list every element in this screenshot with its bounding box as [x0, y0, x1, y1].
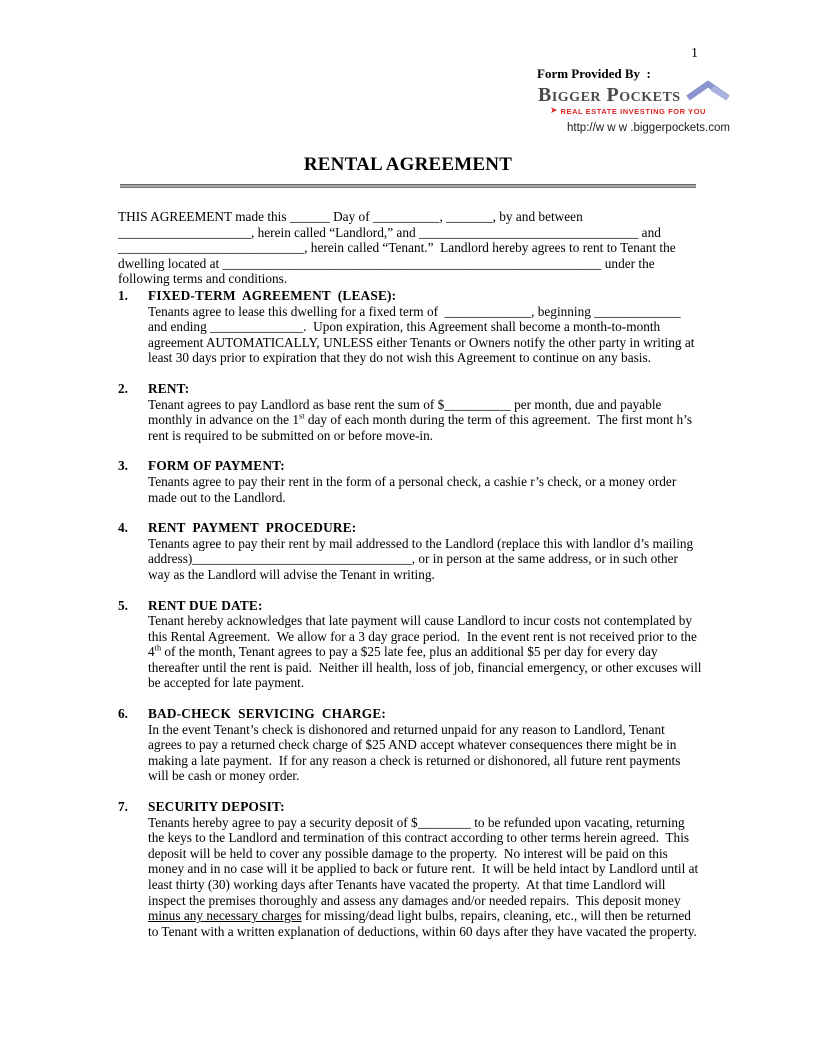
page-number: 1 — [691, 46, 698, 61]
section-fixed-term-agreement — [118, 288, 702, 366]
sections-list — [118, 288, 705, 954]
section-number: 2. — [118, 380, 128, 396]
section-heading: FORM OF PAYMENT: — [148, 458, 285, 474]
section-body: Tenants agree to lease this dwelling for a fixed term of _____________, beginning _____________ and ending ______________. Upon expiration, this Agreement shall become a month-to-month agreement AUTOMATICALLY, UNLESS either Tenants or Owners notify the other party in writing at least 30 days prior to expiration that they do not wish this Agreement to continue on any basis. — [148, 303, 698, 366]
section-security-deposit — [118, 799, 702, 939]
section-bad-check-servicing-charge — [118, 706, 702, 784]
section-body: Tenants hereby agree to pay a security deposit of $________ to be refunded upon vacating, returning the keys to the Landlord and termination of this contract according to other terms herein agreed. This deposit will be held to cover any possible damage to the property. No interest will be paid on this money and in no case will it be applied to back or future rent. It will be held intact by Landlord until at least thirty (30) working days after Tenants have vacated the property. At that time Landlord will inspect the premises thoroughly and assess any damages and/or needed repairs. This deposit money minus any necessary charges for missing/dead light bulbs, repairs, cleaning, etc., will then be returned to Tenant with a written explanation of deductions, within 60 days after they have vacated the property. — [148, 814, 702, 939]
document-title: RENTAL AGREEMENT — [303, 154, 513, 175]
house-roof-icon — [685, 79, 731, 106]
biggerpockets-logo — [538, 83, 706, 116]
section-number: 5. — [118, 597, 128, 613]
title-divider-rule — [120, 184, 696, 188]
section-form-of-payment — [118, 458, 702, 505]
logo-tagline: REAL ESTATE INVESTING FOR YOU — [560, 107, 706, 116]
section-body: Tenant agrees to pay Landlord as base rent the sum of $__________ per month, due and payable monthly in advance on the 1st day of each month during the term of this agreement. The first mont h’s rent is required to be submitted on or before move-in. — [148, 396, 696, 443]
logo-brand-text: Bigger Pockets — [538, 83, 681, 106]
form-provided-by-label: Form Provided By : — [537, 66, 651, 81]
section-number: 3. — [118, 458, 128, 474]
section-number: 1. — [118, 288, 128, 303]
section-number: 6. — [118, 706, 128, 722]
section-rent-due-date — [118, 597, 705, 692]
section-body: Tenant hereby acknowledges that late payment will cause Landlord to incur costs not contemplated by this Rental Agreement. We allow for a 3 day grace period. In the event rent is not received prior to the 4th of the month, Tenant agrees to pay a $25 late fee, plus an additional $5 per day for every day thereafter until the rent is paid. Neither ill health, loss of job, financial emergency, or other excuses will be accepted for late payment. — [148, 613, 705, 691]
section-body: Tenants agree to pay their rent in the form of a personal check, a cashie r’s check, or a money order made out to the Landlord. — [148, 473, 680, 505]
section-heading: RENT: — [148, 380, 190, 396]
section-body: In the event Tenant’s check is dishonored and returned unpaid for any reason to Landlord, Tenant agrees to pay a returned check charge of $25 AND accept whatever consequences there might be in making a late payment. If for any reason a check is returned or dishonored, all future rent payments will be cash or money order. — [148, 721, 684, 784]
logo-brand-row — [538, 83, 688, 106]
section-heading: FIXED-TERM AGREEMENT (LEASE): — [148, 288, 397, 303]
section-heading: RENT DUE DATE: — [148, 597, 263, 613]
section-rent — [118, 381, 702, 443]
section-number: 4. — [118, 520, 128, 536]
logo-tagline-row — [550, 106, 706, 116]
section-body: Tenants agree to pay their rent by mail addressed to the Landlord (replace this with landlor d’s mailing address)_________________________________, or in person at the same address, or in such other way as the Landlord will advise the Tenant in writing. — [148, 535, 697, 582]
section-heading: SECURITY DEPOSIT: — [148, 799, 285, 815]
red-arrow-icon: ➤ — [550, 106, 558, 116]
intro-paragraph: THIS AGREEMENT made this ______ Day of __________, _______, by and between ____________________, herein called “Landlord,” and _________________________________ and ____________________________, herein called “Tenant.” Landlord hereby agrees to rent to Tenant the dwelling located at _________________________________________________________ under the following terms and conditions. — [118, 209, 680, 287]
section-number: 7. — [118, 799, 128, 815]
section-rent-payment-procedure — [118, 520, 702, 582]
section-heading: BAD-CHECK SERVICING CHARGE: — [148, 706, 387, 722]
website-url[interactable]: http://w w w .biggerpockets.com — [567, 122, 730, 134]
section-heading: RENT PAYMENT PROCEDURE: — [148, 520, 357, 536]
